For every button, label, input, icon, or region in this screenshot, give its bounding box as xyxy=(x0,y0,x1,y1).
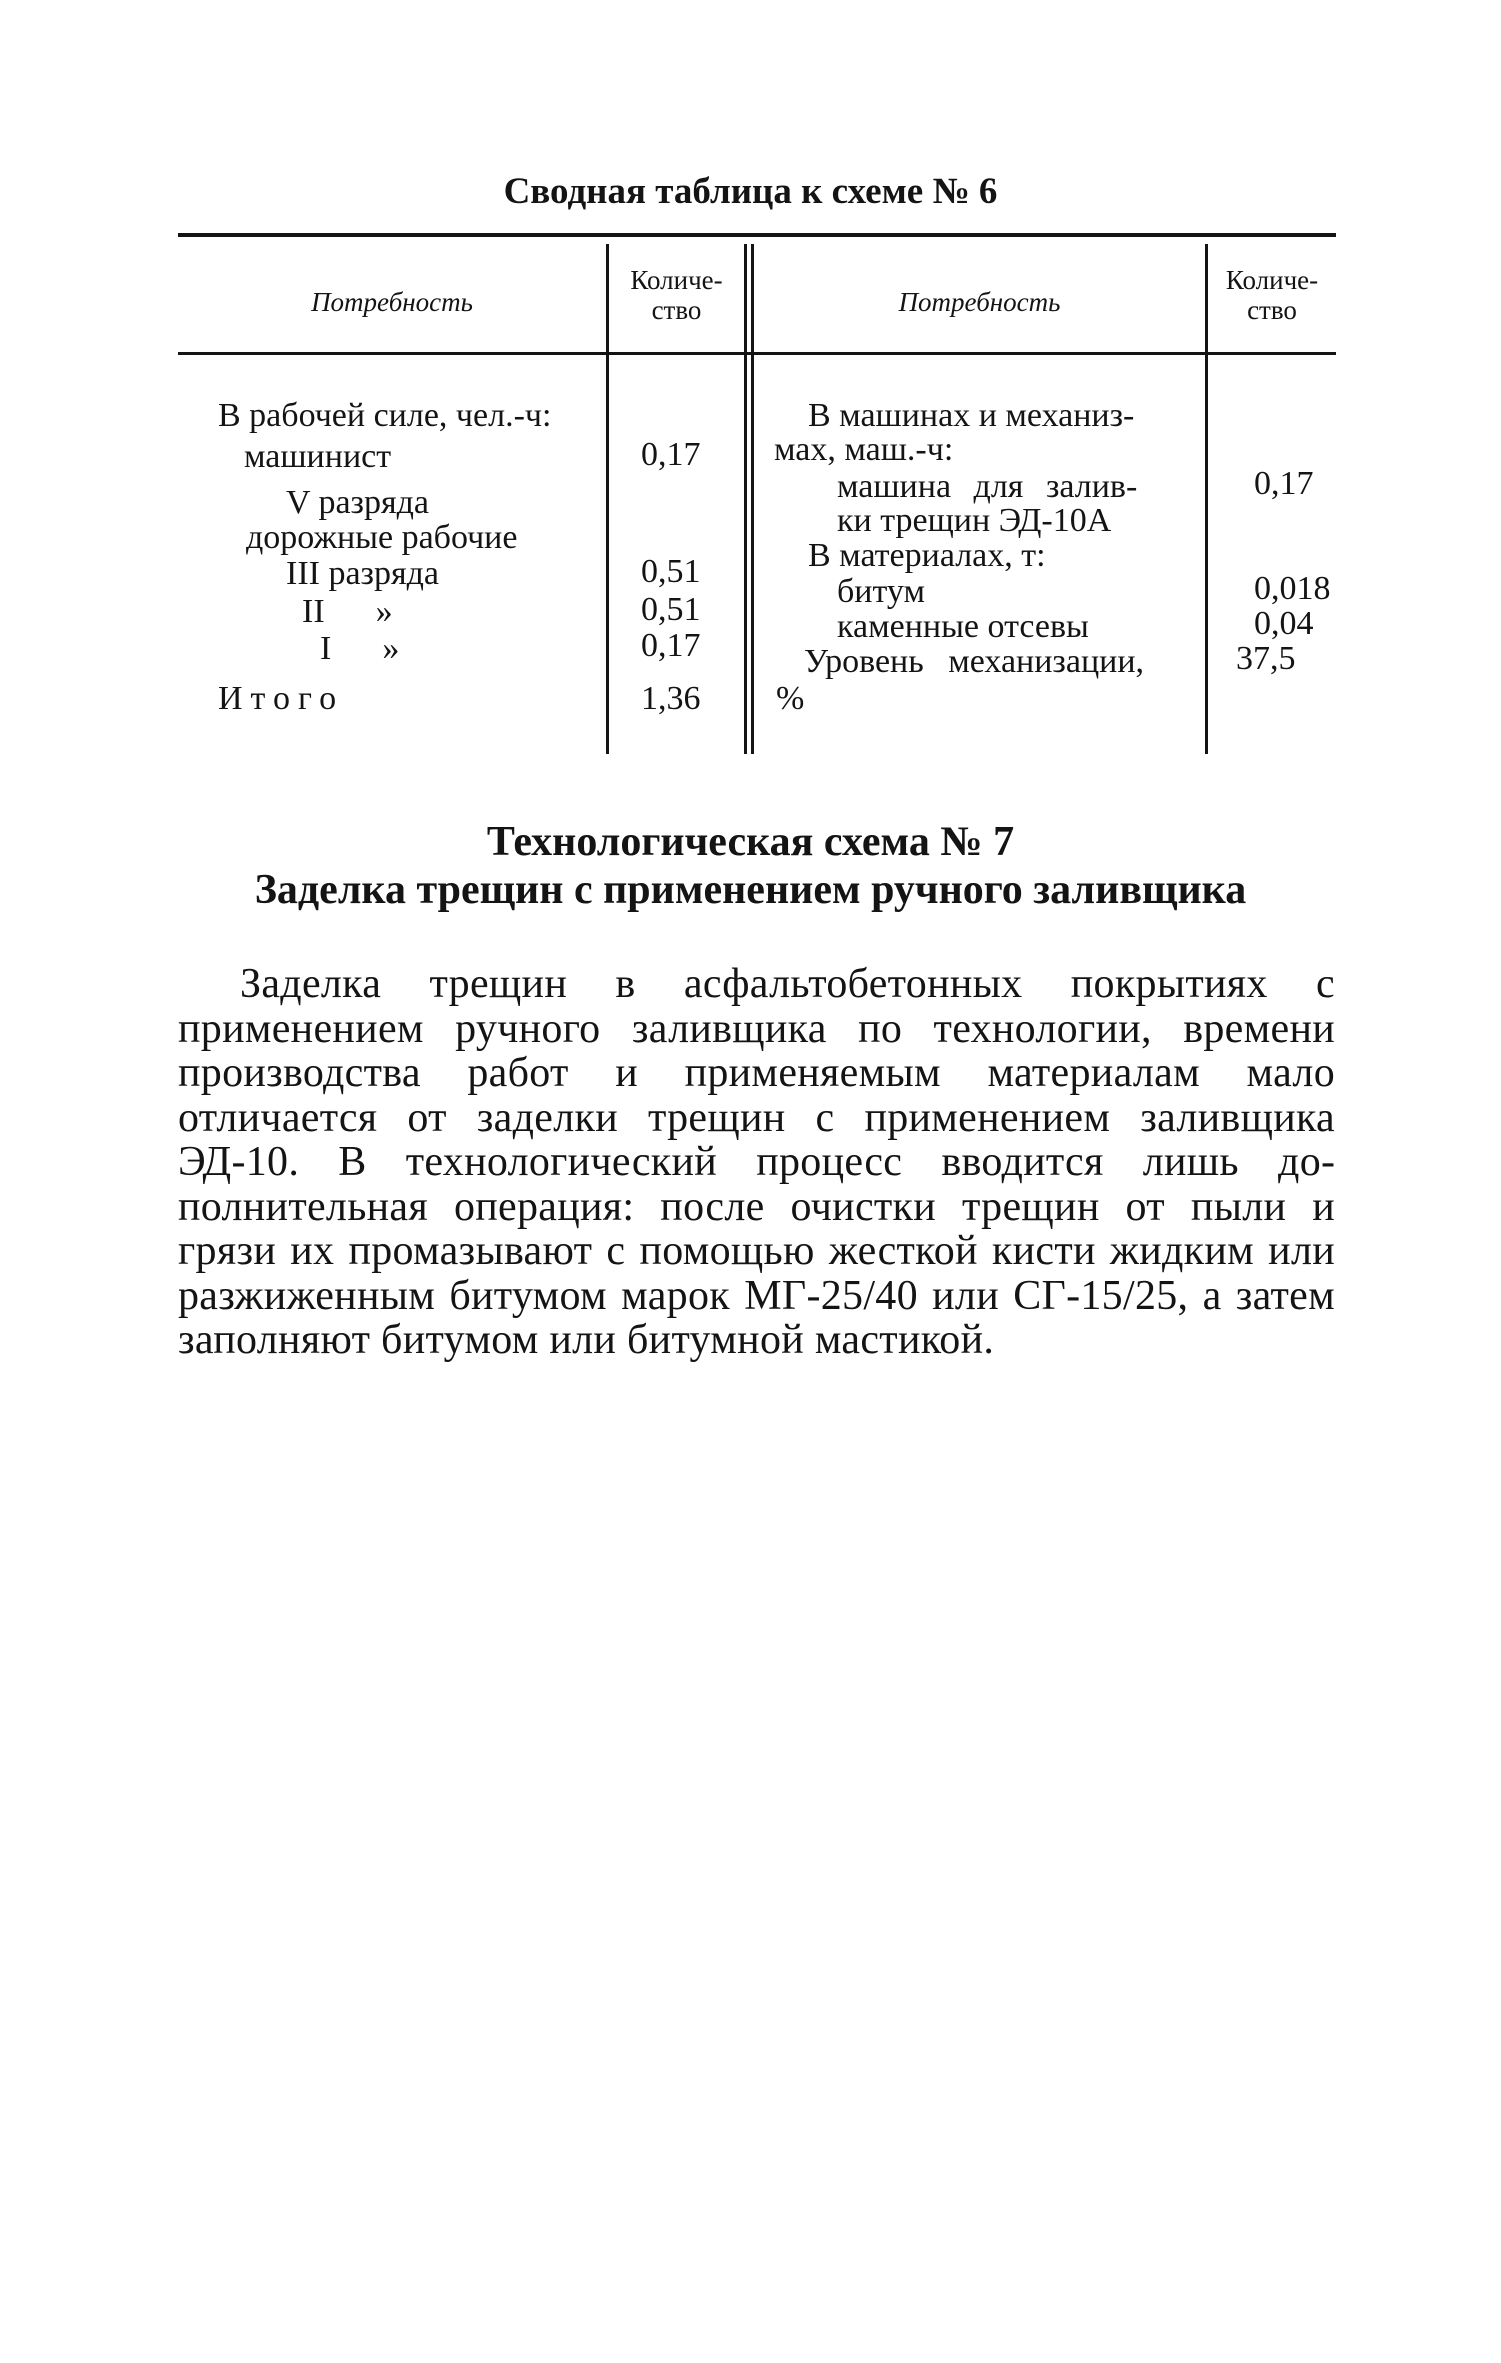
right-row-label: мах, маш.-ч: xyxy=(774,431,954,468)
table-header-rule xyxy=(178,352,1336,355)
right-row-label: машина для залив- xyxy=(837,468,1138,505)
right-row-value: 0,04 xyxy=(1254,605,1314,642)
left-row-label: III разряда xyxy=(286,555,440,592)
left-row-label: дорожные рабочие xyxy=(246,519,518,556)
header-qty-left-line1: Количе- xyxy=(630,265,723,295)
column-divider-2a xyxy=(744,244,747,754)
header-need-left: Потребность xyxy=(311,287,473,317)
scheme-subtitle: Заделка трещин с применением ручного заливщика xyxy=(254,867,1247,913)
right-row-label: каменные отсевы xyxy=(837,608,1089,645)
scheme-title: Технологическая схема № 7 xyxy=(486,819,1015,865)
header-qty-left-line2: ство xyxy=(651,295,702,325)
left-row-value: 0,51 xyxy=(641,591,701,628)
left-row-label: В рабочей силе, чел.-ч: xyxy=(218,397,552,434)
left-row-value: 0,17 xyxy=(641,627,701,664)
table-top-rule xyxy=(178,233,1336,237)
right-row-label: В материалах, т: xyxy=(808,537,1046,574)
right-row-value: 37,5 xyxy=(1236,640,1296,677)
left-row-value: 0,17 xyxy=(641,436,701,473)
left-row-label: V разряда xyxy=(286,484,429,521)
left-row-label: I » xyxy=(320,630,400,667)
header-qty-right-line2: ство xyxy=(1247,295,1297,325)
body-paragraph: Заделка трещин в асфальтобетонных покрытиях с применением ручного заливщика по технологии, времени производства работ и применяемым материалам мало отличается от заделки трещин с применением заливщика ЭД-10. В технологический процесс вводится лишь дополнительная операция: после очистки трещин от пыли и грязи их промазывают с помощью жесткой кисти жидким или разжиженным битумом марок МГ-25/40 или СГ-15/25, а затем заполняют битумом или битумной мастикой. xyxy=(178,961,1335,1363)
right-row-label: ки трещин ЭД-10А xyxy=(837,502,1112,539)
right-row-value: 0,17 xyxy=(1254,465,1314,502)
right-row-label: Уровень механизации, xyxy=(804,643,1145,680)
header-need-right: Потребность xyxy=(898,287,1061,317)
left-row-value: 0,51 xyxy=(641,553,701,590)
right-row-label: битум xyxy=(837,573,925,610)
left-row-label: II » xyxy=(302,593,393,630)
left-row-total-label: Итого xyxy=(218,680,345,717)
right-row-label: % xyxy=(776,680,805,717)
header-qty-right-line1: Количе- xyxy=(1225,265,1319,295)
left-row-label: машинист xyxy=(244,438,392,475)
column-divider-2b xyxy=(751,244,754,754)
table-caption: Сводная таблица к схеме № 6 xyxy=(503,171,998,212)
right-row-label: В машинах и механиз- xyxy=(808,397,1135,434)
left-row-total-value: 1,36 xyxy=(641,680,701,717)
right-row-value: 0,018 xyxy=(1254,570,1331,607)
